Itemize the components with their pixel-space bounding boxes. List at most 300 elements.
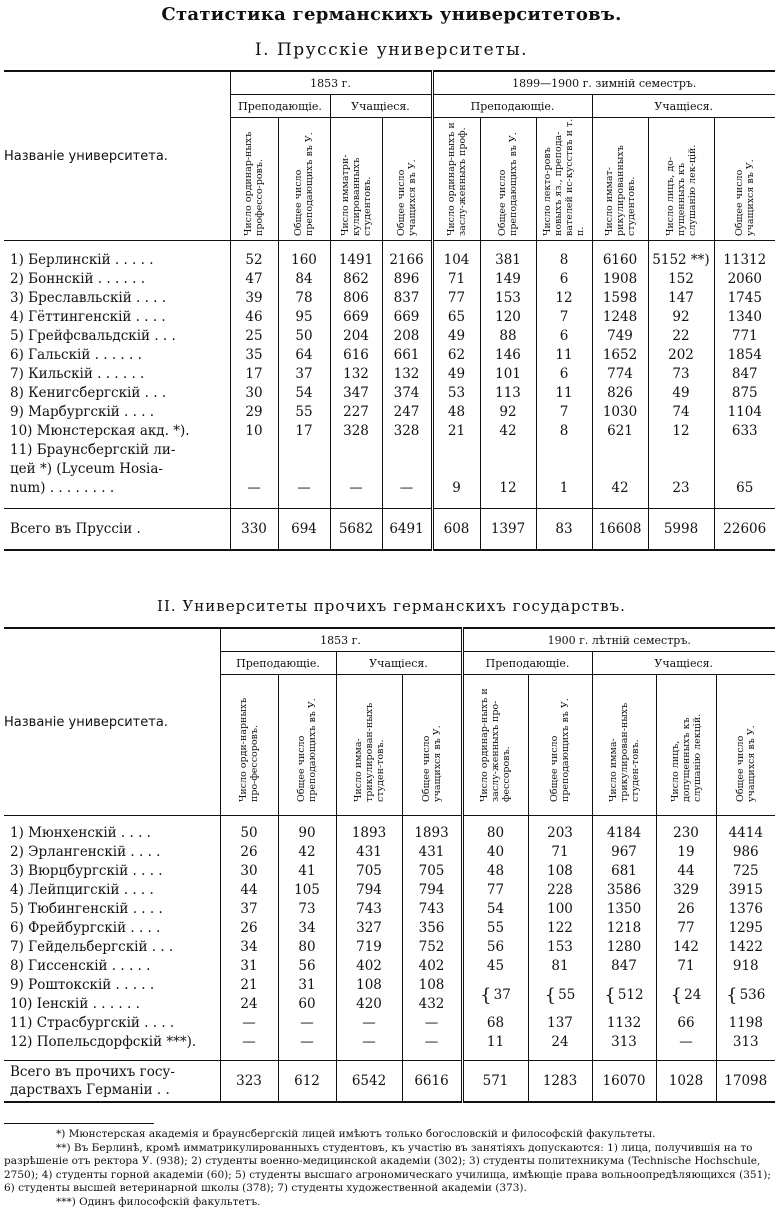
- table-cell: 68: [462, 1014, 528, 1033]
- column-header-text: Число иммат-рикулированныхъ студентовъ.: [603, 145, 637, 236]
- column-header: [402, 675, 462, 816]
- university-name: 7) Кильскій . . . . . .: [10, 366, 145, 382]
- table-cell: [592, 460, 648, 479]
- table-row: [4, 327, 775, 346]
- table-cell: 40: [462, 843, 528, 862]
- table-cell: 431: [402, 843, 462, 862]
- column-header: [714, 118, 775, 241]
- university-name: цей *) (Lyceum Hosia-: [10, 461, 163, 477]
- column-header-text: Общее число преподающихъ въ У.: [497, 132, 519, 236]
- total-label-line-1: Всего въ прочихъ госу-: [10, 1064, 175, 1080]
- table-cell: 60: [278, 995, 336, 1014]
- table-cell: 7: [536, 403, 592, 422]
- table-cell: 52: [230, 251, 278, 270]
- table-cell: 137: [528, 1014, 592, 1033]
- group-students-1853: Учащіеся.: [330, 95, 432, 118]
- table-cell: [432, 441, 480, 460]
- total-cell: 6491: [382, 509, 432, 551]
- table-cell: 62: [432, 346, 480, 365]
- column-header-text: Число ординар-ныхъ профессо-ровъ.: [243, 131, 265, 236]
- column-header-text: Число ординар-ныхъ и заслу-женныхъ проф.: [445, 122, 468, 236]
- column-header-text: Общее число учащихся въ У.: [395, 159, 418, 236]
- table-cell: 22: [648, 327, 714, 346]
- table-cell: 66: [656, 1014, 716, 1033]
- table-cell: —: [330, 479, 382, 498]
- table-row: [4, 460, 775, 479]
- table-cell: 147: [648, 289, 714, 308]
- table-cell: 50: [278, 327, 330, 346]
- table-cell: 26: [220, 919, 278, 938]
- group-students-1900: Учащіеся.: [592, 652, 775, 675]
- column-header-text: Число имма-трикулирован-ныхъ студен-товъ.: [607, 702, 641, 802]
- table-cell: 1652: [592, 346, 648, 365]
- braced-value: 512: [617, 986, 644, 1003]
- group-teachers-1899: Преподающіе.: [432, 95, 592, 118]
- table-cell: 837: [382, 289, 432, 308]
- total-cell: 16070: [592, 1061, 656, 1103]
- period-1853-header: 1853 г.: [230, 71, 432, 95]
- table-cell: 153: [480, 289, 536, 308]
- university-name: 8) Гиссенскій . . . . .: [10, 958, 151, 974]
- braced-cell: [592, 976, 656, 1014]
- table-cell: 230: [656, 824, 716, 843]
- table-cell: 8: [536, 251, 592, 270]
- table-row: [4, 938, 775, 957]
- table-cell: 21: [432, 422, 480, 441]
- table-cell: 21: [220, 976, 278, 995]
- table-cell: 356: [402, 919, 462, 938]
- braced-cell: [462, 976, 528, 1014]
- table-cell: 432: [402, 995, 462, 1014]
- university-name: 9) Роштокскій . . . . .: [10, 977, 155, 993]
- brace-icon: {: [480, 984, 492, 1006]
- column-header-text: Общее число преподающихъ въ У.: [549, 698, 571, 802]
- table-cell: 402: [336, 957, 402, 976]
- table-cell: 752: [402, 938, 462, 957]
- table-cell: 227: [330, 403, 382, 422]
- table-cell: 77: [432, 289, 480, 308]
- table-cell: 31: [220, 957, 278, 976]
- column-header-text: Число ординар-ныхъ и заслу-женныхъ про-фессоровъ.: [479, 688, 512, 802]
- footnote-1: *) Мюнстерская академія и браунсбергскій лицей имѣютъ только богословскій и философскій факультеты.: [56, 1128, 656, 1140]
- table-cell: 44: [656, 862, 716, 881]
- table-cell: 132: [330, 365, 382, 384]
- group-students-1853-2: Учащіеся.: [336, 652, 462, 675]
- column-header-text: Число имма-трикулирован-ныхъ студен-товъ.: [352, 702, 386, 802]
- table-cell: 71: [432, 270, 480, 289]
- university-name: 12) Попельсдорфскій ***).: [10, 1034, 197, 1050]
- table-cell: 374: [382, 384, 432, 403]
- table-cell: 92: [648, 308, 714, 327]
- column-header: [648, 118, 714, 241]
- table-cell: [230, 441, 278, 460]
- table-row: [4, 365, 775, 384]
- table-cell: [330, 441, 382, 460]
- table-cell: 12: [536, 289, 592, 308]
- table-cell: 25: [230, 327, 278, 346]
- table-cell: 208: [382, 327, 432, 346]
- column-header-text: Число лицъ, допущенныхъ къ слушанію лекцій.: [669, 713, 703, 802]
- table-row: [4, 308, 775, 327]
- table-cell: 81: [528, 957, 592, 976]
- table-cell: 725: [716, 862, 775, 881]
- table-cell: 26: [220, 843, 278, 862]
- university-name: 5) Тюбингенскій . . . .: [10, 901, 163, 917]
- table-cell: 152: [648, 270, 714, 289]
- table-cell: 1376: [716, 900, 775, 919]
- page-title: Статистика германскихъ университетовъ.: [161, 4, 622, 25]
- table-cell: 1280: [592, 938, 656, 957]
- table-row: [4, 346, 775, 365]
- table-cell: 90: [278, 824, 336, 843]
- table-cell: 749: [592, 327, 648, 346]
- table-cell: 42: [480, 422, 536, 441]
- column-header-text: Общее число преподающихъ въ У.: [296, 698, 318, 802]
- table-cell: 108: [528, 862, 592, 881]
- total-label: [4, 1061, 220, 1103]
- table-cell: 616: [330, 346, 382, 365]
- table-cell: 6: [536, 327, 592, 346]
- table-cell: 203: [528, 824, 592, 843]
- university-name: 8) Кенигсбергскій . . .: [10, 385, 167, 401]
- total-cell: 17098: [716, 1061, 775, 1103]
- table-cell: 6: [536, 365, 592, 384]
- table-cell: 35: [230, 346, 278, 365]
- table-cell: 42: [278, 843, 336, 862]
- table-cell: 6160: [592, 251, 648, 270]
- table-cell: 80: [278, 938, 336, 957]
- table-cell: 681: [592, 862, 656, 881]
- total-label: Всего въ Пруссіи .: [4, 509, 230, 551]
- table-cell: 55: [462, 919, 528, 938]
- table-cell: 875: [714, 384, 775, 403]
- other-states-universities-table: [4, 627, 775, 1103]
- table-row: [4, 441, 775, 460]
- column-header-text: Число лицъ, до-пущенныхъ къ слушанію лек-цій.: [664, 144, 698, 236]
- table-cell: 5152 **): [648, 251, 714, 270]
- table-cell: 826: [592, 384, 648, 403]
- table-cell: 1893: [336, 824, 402, 843]
- table-cell: 743: [402, 900, 462, 919]
- university-name: 4) Лейпцигскій . . . .: [10, 882, 154, 898]
- column-header-text: Общее число преподающихъ въ У.: [293, 132, 315, 236]
- table-cell: 105: [278, 881, 336, 900]
- university-name: 5) Грейфсвальдскій . . .: [10, 328, 176, 344]
- total-cell: 330: [230, 509, 278, 551]
- table-cell: 46: [230, 308, 278, 327]
- table-cell: [382, 460, 432, 479]
- table-cell: 12: [480, 479, 536, 498]
- table-cell: 743: [336, 900, 402, 919]
- university-name: 7) Гейдельбергскій . . .: [10, 939, 174, 955]
- total-cell: 1397: [480, 509, 536, 551]
- table-cell: 42: [592, 479, 648, 498]
- footnotes: [4, 1123, 775, 1209]
- table-row: [4, 270, 775, 289]
- table-cell: 381: [480, 251, 536, 270]
- table-cell: —: [278, 479, 330, 498]
- table-cell: 719: [336, 938, 402, 957]
- table-cell: 153: [528, 938, 592, 957]
- group-teachers-1900: Преподающіе.: [462, 652, 592, 675]
- total-cell: 612: [278, 1061, 336, 1103]
- table-cell: 26: [656, 900, 716, 919]
- table-cell: 705: [402, 862, 462, 881]
- university-name: 11) Страсбургскій . . . .: [10, 1015, 175, 1031]
- table-cell: 108: [336, 976, 402, 995]
- table-cell: [480, 460, 536, 479]
- table-cell: 84: [278, 270, 330, 289]
- footnote-3: ***) Одинъ философскій факультетъ.: [56, 1195, 261, 1208]
- table-cell: 49: [648, 384, 714, 403]
- period-1853-header-2: 1853 г.: [220, 628, 462, 652]
- table-cell: 11312: [714, 251, 775, 270]
- table-cell: 1198: [716, 1014, 775, 1033]
- table-cell: 77: [656, 919, 716, 938]
- total-cell: 5998: [648, 509, 714, 551]
- table-cell: 8: [536, 422, 592, 441]
- name-column-header: Названіе университета.: [4, 71, 230, 241]
- total-cell: 22606: [714, 509, 775, 551]
- column-header: [592, 675, 656, 816]
- table-cell: 24: [220, 995, 278, 1014]
- table-cell: 108: [402, 976, 462, 995]
- table-cell: 1248: [592, 308, 648, 327]
- table-cell: 17: [278, 422, 330, 441]
- table-cell: 4414: [716, 824, 775, 843]
- table-cell: 1295: [716, 919, 775, 938]
- table-row: [4, 881, 775, 900]
- table-row: [4, 479, 775, 498]
- table-cell: —: [402, 1014, 462, 1033]
- table-cell: 23: [648, 479, 714, 498]
- table-cell: 49: [432, 365, 480, 384]
- table-cell: 669: [330, 308, 382, 327]
- table-cell: 347: [330, 384, 382, 403]
- table-row: [4, 1014, 775, 1033]
- brace-icon: {: [670, 984, 683, 1006]
- table-cell: —: [278, 1033, 336, 1052]
- table-row: [4, 824, 775, 843]
- table-cell: 11: [536, 384, 592, 403]
- table-cell: 65: [432, 308, 480, 327]
- university-name: 2) Эрлангенскій . . . .: [10, 844, 161, 860]
- column-header: [330, 118, 382, 241]
- table-cell: 3586: [592, 881, 656, 900]
- table-cell: [480, 441, 536, 460]
- period-1899-header: 1899—1900 г. зимній семестръ.: [432, 71, 775, 95]
- table-cell: [330, 460, 382, 479]
- total-cell: 83: [536, 509, 592, 551]
- table-cell: 100: [528, 900, 592, 919]
- total-cell: 6616: [402, 1061, 462, 1103]
- university-name: num) . . . . . . . .: [10, 480, 115, 496]
- table-cell: [592, 441, 648, 460]
- brace-icon: {: [726, 984, 738, 1006]
- table-cell: 17: [230, 365, 278, 384]
- table-cell: 2166: [382, 251, 432, 270]
- total-cell: 1283: [528, 1061, 592, 1103]
- total-cell: 608: [432, 509, 480, 551]
- braced-value: 55: [558, 986, 576, 1003]
- table-cell: 247: [382, 403, 432, 422]
- table-cell: 64: [278, 346, 330, 365]
- table-cell: 402: [402, 957, 462, 976]
- table-cell: 50: [220, 824, 278, 843]
- table-cell: —: [278, 1014, 336, 1033]
- table-cell: 1132: [592, 1014, 656, 1033]
- braced-cell: [528, 976, 592, 1014]
- table-cell: 862: [330, 270, 382, 289]
- table-cell: 228: [528, 881, 592, 900]
- table-row: [4, 1033, 775, 1052]
- table-cell: —: [220, 1033, 278, 1052]
- total-row: [4, 1061, 775, 1103]
- group-teachers-1853: Преподающіе.: [230, 95, 330, 118]
- table-cell: 9: [432, 479, 480, 498]
- table-cell: 1218: [592, 919, 656, 938]
- table-cell: 92: [480, 403, 536, 422]
- table-cell: [648, 441, 714, 460]
- column-header: [382, 118, 432, 241]
- footnote-2: **) Въ Берлинѣ, кромѣ имматрикулированныхъ студентовъ, къ участію въ занятіяхъ допускаются: 1) лица, получившія на то разрѣшеніе отъ ректора У. (938); 2) студенты военно-медицинской академіи (302); 3) студенты политехникума (Technische Hochschule, 2750); 4) студенты горной академіи (60); 5) студенты высшаго агрономическаго училища, имѣющіе права вольноопредѣляющихся (351); 6) студенты высшей ветеринарной школы (378); 7) студенты художественной академіи (373).: [4, 1141, 771, 1194]
- table-cell: [230, 460, 278, 479]
- table-cell: 71: [528, 843, 592, 862]
- table-cell: 65: [714, 479, 775, 498]
- total-cell: 5682: [330, 509, 382, 551]
- university-name: 10) Іенскій . . . . . .: [10, 996, 140, 1012]
- total-cell: 1028: [656, 1061, 716, 1103]
- table-cell: 1340: [714, 308, 775, 327]
- table-cell: 95: [278, 308, 330, 327]
- table-cell: 19: [656, 843, 716, 862]
- table-cell: 10: [230, 422, 278, 441]
- table-cell: 113: [480, 384, 536, 403]
- table-cell: 74: [648, 403, 714, 422]
- university-name: 11) Браунсбергскій ли-: [10, 442, 176, 458]
- table-cell: —: [220, 1014, 278, 1033]
- table-cell: 313: [716, 1033, 775, 1052]
- university-name: 9) Марбургскій . . . .: [10, 404, 155, 420]
- table-cell: 41: [278, 862, 336, 881]
- table-cell: 149: [480, 270, 536, 289]
- braced-value: 24: [684, 986, 702, 1003]
- table-cell: 313: [592, 1033, 656, 1052]
- total-row: [4, 509, 775, 551]
- table-cell: 6: [536, 270, 592, 289]
- table-row: [4, 957, 775, 976]
- table-cell: 806: [330, 289, 382, 308]
- table-cell: [278, 441, 330, 460]
- table-cell: 1908: [592, 270, 648, 289]
- table-row: [4, 976, 775, 995]
- table-cell: 54: [278, 384, 330, 403]
- column-header: [278, 675, 336, 816]
- table-row: [4, 403, 775, 422]
- table-cell: 101: [480, 365, 536, 384]
- table-cell: 1: [536, 479, 592, 498]
- table-cell: 142: [656, 938, 716, 957]
- table-cell: 53: [432, 384, 480, 403]
- name-column-header-2: Названіе университета.: [4, 628, 220, 816]
- column-header-text: Число имматри-кулированныхъ студентовъ.: [339, 154, 373, 236]
- column-header: [220, 675, 278, 816]
- table-cell: 56: [462, 938, 528, 957]
- table-cell: 104: [432, 251, 480, 270]
- table-cell: 47: [230, 270, 278, 289]
- table-cell: 160: [278, 251, 330, 270]
- brace-icon: {: [544, 984, 557, 1006]
- table-cell: 73: [648, 365, 714, 384]
- table-cell: 986: [716, 843, 775, 862]
- column-header: [536, 118, 592, 241]
- table-cell: 24: [528, 1033, 592, 1052]
- university-name: 6) Фрейбургскій . . . .: [10, 920, 161, 936]
- column-header-text: Общее число учащихся въ У.: [734, 725, 757, 802]
- total-label-line-2: дарствахъ Германіи . .: [10, 1082, 170, 1098]
- table-cell: 1745: [714, 289, 775, 308]
- table-cell: 55: [278, 403, 330, 422]
- table-row: [4, 384, 775, 403]
- table-cell: 11: [536, 346, 592, 365]
- table-cell: 431: [336, 843, 402, 862]
- column-header-text: Общее число учащихся въ У.: [733, 159, 756, 236]
- table-cell: 34: [220, 938, 278, 957]
- table-cell: 1598: [592, 289, 648, 308]
- table-cell: —: [656, 1033, 716, 1052]
- column-header: [656, 675, 716, 816]
- table-cell: 12: [648, 422, 714, 441]
- total-cell: 694: [278, 509, 330, 551]
- period-1900-header: 1900 г. лѣтній семестръ.: [462, 628, 775, 652]
- table-cell: [714, 460, 775, 479]
- table-cell: 328: [382, 422, 432, 441]
- table-cell: 967: [592, 843, 656, 862]
- table-cell: 146: [480, 346, 536, 365]
- table-cell: 54: [462, 900, 528, 919]
- table-cell: 31: [278, 976, 336, 995]
- braced-cell: [656, 976, 716, 1014]
- section2-heading: II. Университеты прочихъ германскихъ государствъ.: [157, 597, 626, 615]
- table-cell: 120: [480, 308, 536, 327]
- table-row: [4, 843, 775, 862]
- table-cell: 39: [230, 289, 278, 308]
- table-cell: 78: [278, 289, 330, 308]
- table-cell: 44: [220, 881, 278, 900]
- table-cell: 7: [536, 308, 592, 327]
- total-cell: 323: [220, 1061, 278, 1103]
- total-cell: 571: [462, 1061, 528, 1103]
- table-cell: 3915: [716, 881, 775, 900]
- table-row: [4, 251, 775, 270]
- table-cell: 1030: [592, 403, 648, 422]
- column-header: [462, 675, 528, 816]
- table-cell: 48: [462, 862, 528, 881]
- table-cell: 132: [382, 365, 432, 384]
- column-header: [230, 118, 278, 241]
- table-row: [4, 289, 775, 308]
- table-cell: 49: [432, 327, 480, 346]
- braced-value: 37: [493, 986, 511, 1003]
- university-name: 1) Мюнхенскій . . . .: [10, 825, 151, 841]
- table-cell: 48: [432, 403, 480, 422]
- table-cell: 34: [278, 919, 336, 938]
- table-cell: 56: [278, 957, 336, 976]
- table-cell: 202: [648, 346, 714, 365]
- table-cell: 329: [656, 881, 716, 900]
- table-cell: 327: [336, 919, 402, 938]
- table-cell: [278, 460, 330, 479]
